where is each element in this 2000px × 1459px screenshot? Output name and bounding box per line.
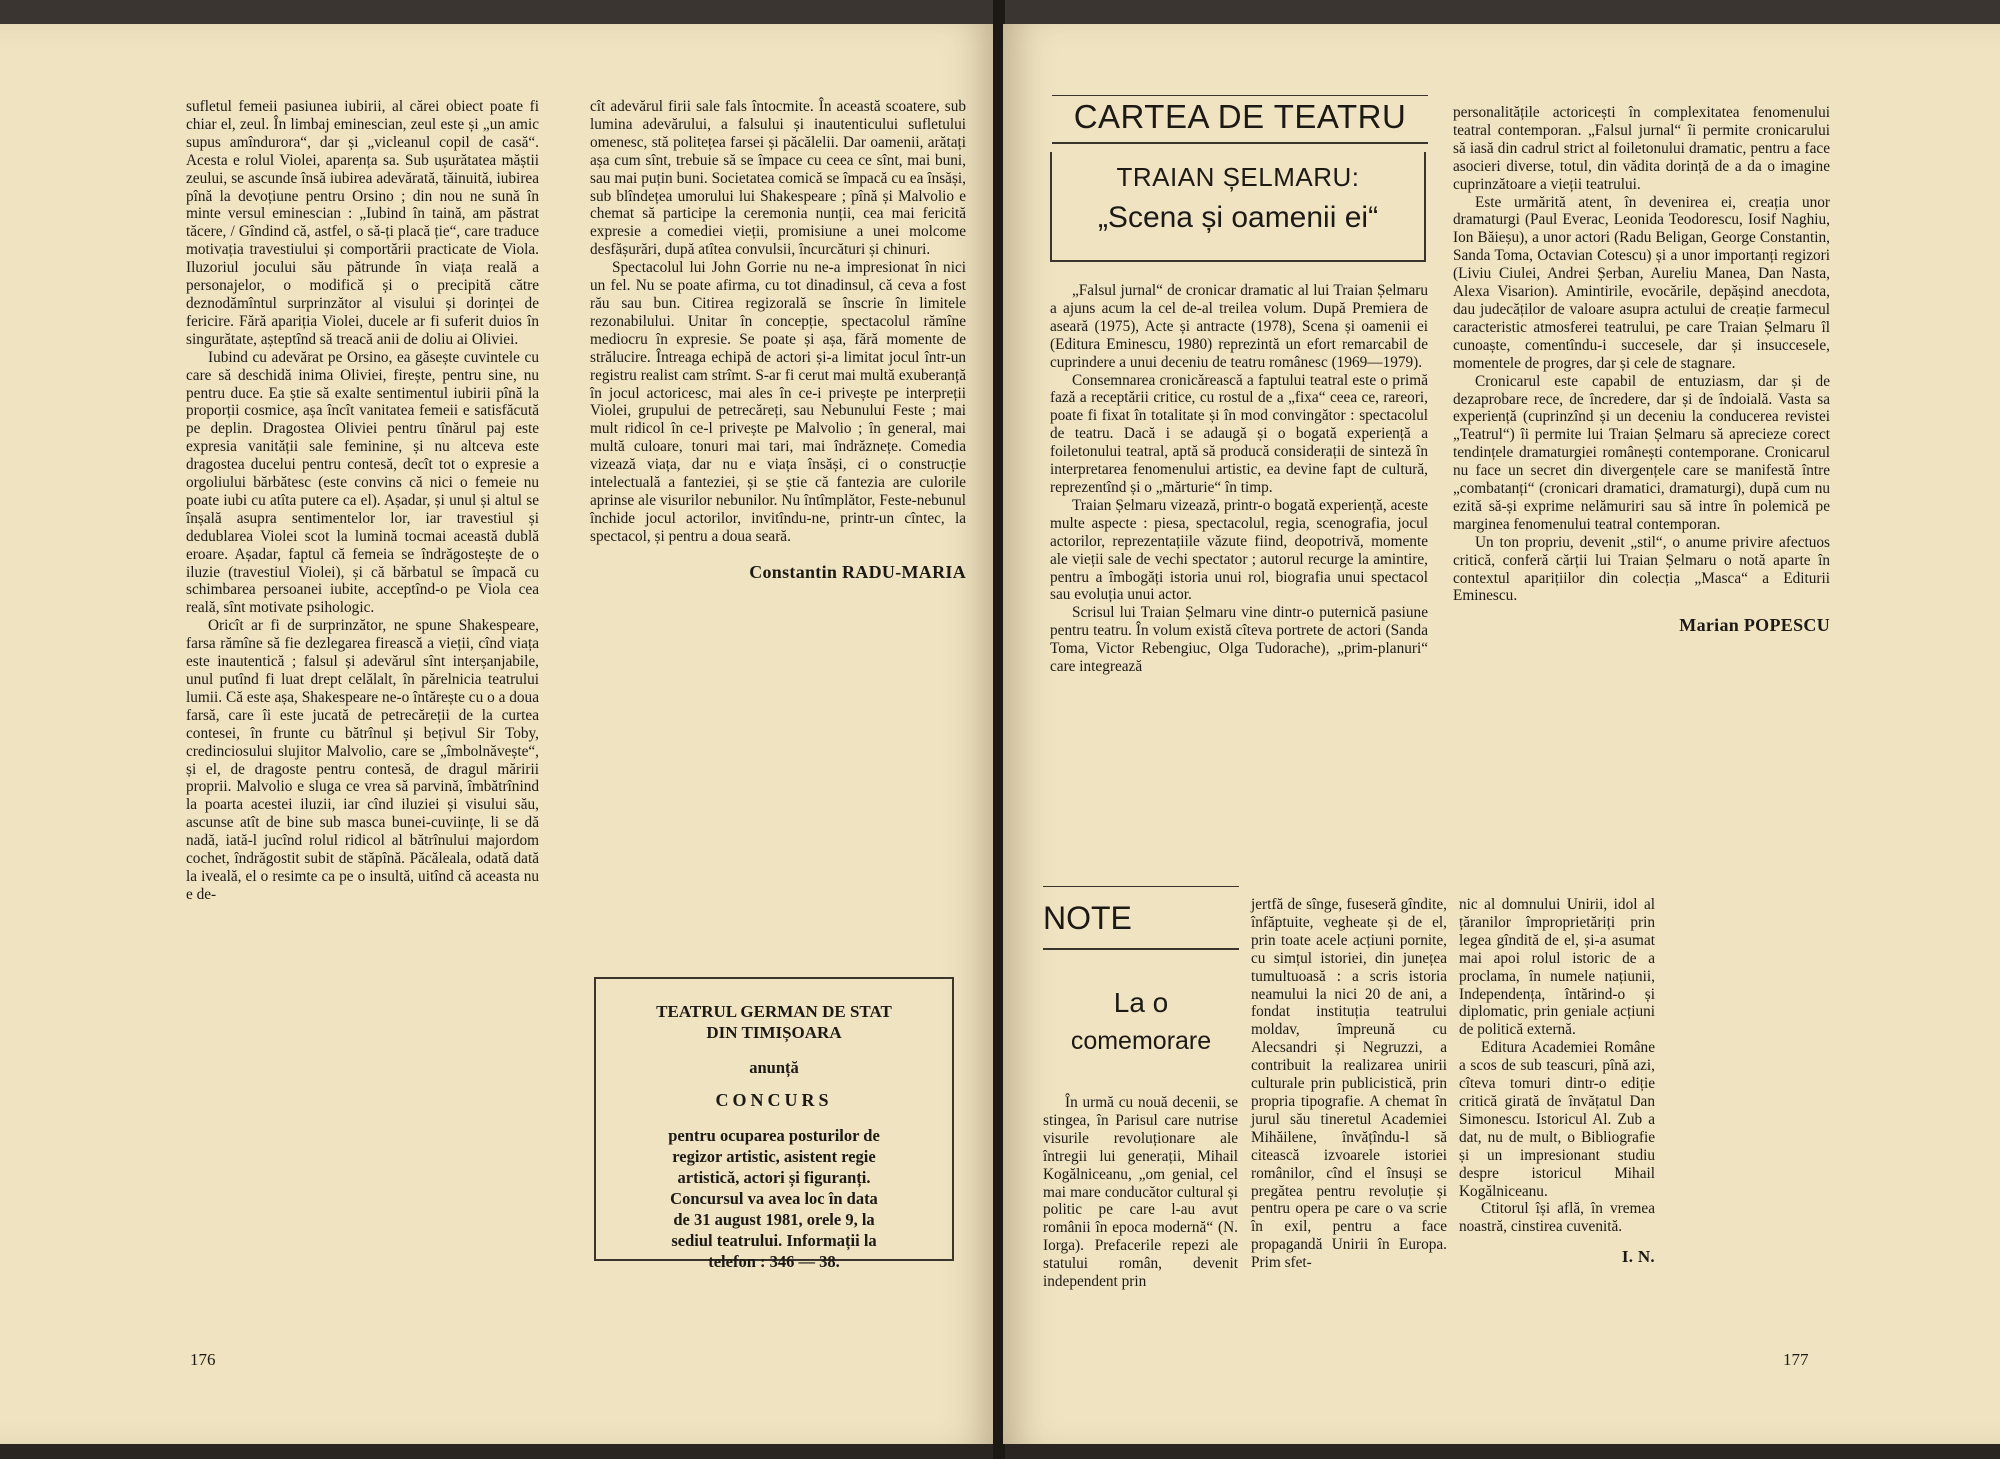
notes-column-3: [1459, 896, 1655, 1266]
paragraph: Traian Șelmaru vizează, printr-o bogată experiență, aceste multe aspecte : piesa, spectacolul, regia, scenografia, jocul actorilor, reprezentațiile văzute fiind, deopotrivă, momente ale vieții sale de vechi spectator ; autorul recurge la amintire, pentru a îmbogăți istoria unui rol, biografia unui spectacol sau evoluția unui actor.: [1050, 496, 1428, 604]
notes-column-1: [1043, 1094, 1238, 1291]
announcement-verb: anunță: [749, 1058, 799, 1077]
paragraph: sufletul femeii pasiunea iubirii, al cărei obiect poate fi chiar el, zeul. În limbaj eminescian, zeul este și „un amic supus amîndurora“, dar și „vicleanul copil de casă“. Acesta e rolul Violei, aparența sa. Sub ușurătatea măștii zeului, se ascunde însă iubirea adevărată, tăinuită, iubirea pînă la devoțiune pentru Orsino ; din nou ne sună în minte versul eminescian : „Iubind în taină, am păstrat tăcere, / Gîndind că, astfel, o să-ți placă ție“, care traduce motivația travestiului și comportării practicate de Viola. Iluzoriul jocului său pătrunde în viața reală a personajelor, o modifică și o precipită către deznodămîntul surprinzător al visului și dorinței de fericire. Fără apariția Violei, ducele ar fi suferit duios în singurătate, așteptînd să treacă anii de doliu ai Oliviei.: [186, 98, 539, 348]
paragraph: cît adevărul firii sale fals întocmite. În această scoatere, sub lumina adevărului, a falsului și inautenticului sufletului omenesc, stă politețea farsei și păcălelii. Dar oamenii, arătați așa cum sînt, trebuie să se împace cu ceea ce sînt, mai buni, sau mai puțin buni. Societatea comică se împacă cu ea însăși, sub blîndețea umorului lui Shakespeare ; pînă și Malvolio e chemat să participe la ceremonia nunții, cea mai fericită expresie a comediei vieții, promisiune a unei molcome desfășurări, după atîtea convulsii, încurcături și chinuri.: [590, 98, 966, 259]
paragraph: „Falsul jurnal“ de cronicar dramatic al lui Traian Șelmaru a ajuns acum la cel de-al treilea volum. După Premiera de aseară (1975), Acte și antracte (1978), Scena și oamenii ei (Editura Eminescu, 1980) reprezintă un efort remarcabil de cuprindere a unui deceniu de teatru românesc (1969—1979).: [1050, 282, 1428, 371]
heading-top-rule: [1052, 95, 1428, 96]
announcement-title: CONCURS: [715, 1090, 833, 1110]
article-signature: Constantin RADU-MARIA: [749, 561, 966, 582]
paragraph: jertfă de sînge, fuseseră gîndite, înfăptuite, vegheate și de el, prin toate acele acțiuni pornite, cu simțul istoriei, din junețea tumultuoasă : a scris istoria neamului la nici 20 de ani, a fondat instituția teatrului moldav, împreună cu Alecsandri și Negruzzi, a contribuit la realizarea unirii culturale prin publicistică, prin propria tipografie. A chemat în jurul său tineretul Academiei Mihăilene, învățîndu-l să citească izvoarele istoriei românilor, cînd el însuși se pregătea pentru revoluție și pentru opera pe care o va scrie în exil, pentru a face propagandă Unirii în Europa. Prim sfet-: [1251, 896, 1447, 1272]
paragraph: Este urmărită atent, în devenirea ei, creația unor dramaturgi (Paul Everac, Leonida Teodorescu, Iosif Naghiu, Ion Băieșu), a unor actori (Radu Beligan, George Constantin, Sanda Toma, Octavian Cotescu) și a unor importanți regizori (Liviu Ciulei, Andrei Șerban, Aureliu Manea, Dan Nasta, Alexa Visarion). Amintirile, evocările, depășind anecdota, dau judecăților de valoare asupra actului de creație farmecul caracteristic atmosferei teatrului, pe care Traian Șelmaru îl cunoaște, comentîndu-i succesele, dar și insuccesele, momentele de progres, dar și cele de stagnare.: [1453, 193, 1830, 372]
announcement-line: sediul teatrului. Informații la: [671, 1231, 877, 1250]
notes-signature: I. N.: [1621, 1247, 1655, 1267]
section-heading: CARTEA DE TEATRU: [1073, 98, 1407, 135]
announcement-line: artistică, actori și figuranți.: [677, 1168, 871, 1187]
notes-top-rule: [1043, 886, 1239, 887]
left-page: [0, 24, 995, 1444]
announcement-line: Concursul va avea loc în data: [670, 1189, 878, 1208]
notes-title-line2: comemorare: [1070, 1027, 1212, 1055]
paragraph: Oricît ar fi de surprinzător, ne spune Shakespeare, farsa rămîne să fie dezlegarea firească a vieții, cînd viața este inautentică ; falsul și adevărul sînt interșanjabile, unul putînd fi luat drept celălalt, în părelnicia teatrului lumii. Că este așa, Shakespeare ne-o întărește cu o a doua farsă, care îi este jucată de petrecăreții de la curtea contesei, în frunte cu bătrînul și bețivul Sir Toby, credinciosului slujitor Malvolio, care se „îmbolnăvește“, și el, de dragoste pentru contesă, de dragul măririi proprii. Malvolio e sluga ce vrea să parvină, îmbătrînind la poarta acestei iluzii, iar cînd iluziei și visului său, ascunse atît de bine sub masca bunei-cuviințe, li se dă nadă, iată-l jucînd rolul ridicol al bătrînului majordom cochet, îndrăgostit subit de stăpînă. Păcăleala, odată dată la iveală, el o resimte ca pe o insultă, uitînd că aceasta nu e de-: [186, 617, 539, 903]
paragraph: Editura Academiei Române a scos de sub teascuri, pînă azi, cîteva tomuri dintr-o ediție critică girată de învățatul Dan Simonescu. Istoricul Al. Zub a dat, nu de mult, o Bibliografie și un impresionant studiu despre istoricul Mihail Kogălniceanu.: [1459, 1039, 1655, 1200]
review-signature: Marian POPESCU: [1679, 615, 1830, 636]
notes-column-2: [1251, 896, 1447, 1272]
paragraph: Ctitorul își află, în vremea noastră, cinstirea cuvenită.: [1459, 1200, 1655, 1236]
paragraph: Consemnarea cronicărească a faptului teatral este o primă fază a receptării critice, cu rostul de a „fixa“ ceea ce, rareori, poate fi fixat în totalitate și în mod convingător : spectacolul de teatru. Dacă i se adaugă și o bogată experiență a foiletonului teatral, aptă să producă considerații de sinteză în interpretarea fenomenului artistic, ea devine fapt de cultură, reprezentînd și o „mărturie“ în timp.: [1050, 371, 1428, 496]
announcement-box: [594, 977, 954, 1271]
page-number: 177: [1783, 1350, 1809, 1369]
review-title-book: „Scena și oamenii ei“: [1097, 201, 1379, 234]
paragraph: nic al domnului Unirii, idol al țăranilor împroprietăriți prin legea gîndită de el, și-a asumat mai apoi rolul istoric de a proclama, în numele națiunii, Independența, întărind-o și diplomatic, prin geniale acțiuni de politică externă.: [1459, 896, 1655, 1039]
review-title-box: [1050, 152, 1426, 262]
page-number: 176: [190, 1350, 216, 1369]
review-title-author: TRAIAN ȘELMARU:: [1116, 162, 1360, 192]
review-column-1: [1050, 282, 1428, 676]
paragraph: În urmă cu nouă decenii, se stingea, în Parisul care nutrise visurile revoluționare ale întregii lui generații, Mihail Kogălniceanu, „om genial, cel mai mare conducător cultural și politic pe care l-au avut românii în epoca modernă“ (N. Iorga). Prefacerile repezi ale statului român, devenit independent prin: [1043, 1094, 1238, 1291]
notes-title: [1043, 984, 1239, 1060]
paragraph: Un ton propriu, devenit „stil“, o anume privire afectuos critică, conferă cărții lui Traian Șelmaru o notă aparte în contextul aparițiilor din colecția „Masca“ a Editurii Eminescu.: [1453, 533, 1830, 605]
review-column-2: [1453, 104, 1830, 635]
paragraph: Scrisul lui Traian Șelmaru vine dintr-o puternică pasiune pentru teatru. În volum există cîteva portrete de actori (Sanda Toma, Victor Rebengiuc, Olga Tudorache), „prim-planuri“ care integrează: [1050, 604, 1428, 676]
paragraph: personalitățile actoricești în complexitatea fenomenului teatral contemporan. „Falsul jurnal“ îi permite cronicarului să iasă din cadrul strict al foiletonului dramatic, pentru a face asocieri diverse, totul, din vădita dorință de a da o imagine cuprinzătoare a vieții teatrului.: [1453, 104, 1830, 193]
right-page: [1003, 24, 2000, 1444]
paragraph: Iubind cu adevărat pe Orsino, ea găsește cuvintele cu care să deschidă inima Oliviei, firește, pentru sine, nu pentru duce. Ea știe să exalte sentimentul iubirii pînă la proporții cosmice, așa încît vanitatea femeii e satisfăcută pe deplin. Dragostea Oliviei pentru tînărul paj este expresia vanității sale feminine, și nu altceva este dragostea ducelui pentru contesă, decît tot o expresie a orgoliului bărbătesc (este convins că nici o femeie nu poate iubi cu atîta putere ca el). Așadar, și unul și altul se înșală asupra sentimentelor lor, iar travestiul și dedublarea Violei scot la lumină tocmai această dublă eroare. Așadar, faptul că femeia se îndrăgostește de o iluzie (travestiul Violei), și că bărbatul se împacă cu schimbarea persoanei iubite, acceptînd-o pe Viola cea reală, sînt motivate psihologic.: [186, 348, 539, 617]
announcement-line: pentru ocuparea posturilor de: [668, 1126, 880, 1145]
paragraph: Spectacolul lui John Gorrie nu ne-a impresionat în nici un fel. Nu se poate afirma, cu tot dinadinsul, că ceva a fost rău sau bun. Citirea regizorală se înscrie în limitele rezonabilului. Unitar în concepție, spectacolul rămîne mediocru în expresie. Se poate și așa, fără momente de strălucire. Întreaga echipă de actori și-a limitat jocul într-un registru realist cam strîmt. S-ar fi cerut mai multă exuberanță în jocul actoricesc, mai ales în ce-i privește pe interpreții Violei, grupului de petrecăreți, sau Nebunului Feste ; mai mult ridicol în ce-l privește pe Malvolio ; în general, mai multă culoare, tonuri mai tari, mai îndrăznețe. Comedia vizează viața, dar nu e viața însăși, ci o construcție intelectuală a fanteziei, și se știe că fantezia are culorile aprinse ale visurilor nebunilor. Nu întîmplător, Feste-nebunul închide jocul actorilor, invitîndu-ne, printr-un cîntec, la spectacol, și pentru a doua seară.: [590, 259, 966, 545]
notes-heading: NOTE: [1043, 900, 1132, 936]
left-column-2: [590, 98, 966, 582]
announcement-line: de 31 august 1981, orele 9, la: [673, 1210, 875, 1229]
announcement-org-line2: DIN TIMIȘOARA: [706, 1023, 842, 1042]
left-column-1: [186, 98, 539, 904]
paragraph: Cronicarul este capabil de entuziasm, dar și de dezaprobare rece, de încredere, dar și de îndoială. Vasta sa experiență (cuprinzînd și un deceniu la conducerea revistei „Teatrul“) îi permite lui Traian Șelmaru să aprecieze corect tendințele dramaturgiei românești contemporane. Cronicarul nu face un secret din divergențele care se manifestă între „combatanți“ (cronicari dramatici, dramaturgi), după cum nu ezită să-și exprime nelămuriri sau să intre în polemică pe marginea fenomenului teatral contemporan.: [1453, 372, 1830, 533]
notes-bottom-rule: [1043, 948, 1239, 950]
announcement-line: telefon : 346 — 38.: [708, 1252, 840, 1271]
heading-bottom-rule: [1052, 142, 1428, 144]
notes-title-line1: La o: [1113, 987, 1169, 1018]
announcement-org-line1: TEATRUL GERMAN DE STAT: [656, 1002, 892, 1021]
announcement-line: regizor artistic, asistent regie: [672, 1147, 876, 1166]
